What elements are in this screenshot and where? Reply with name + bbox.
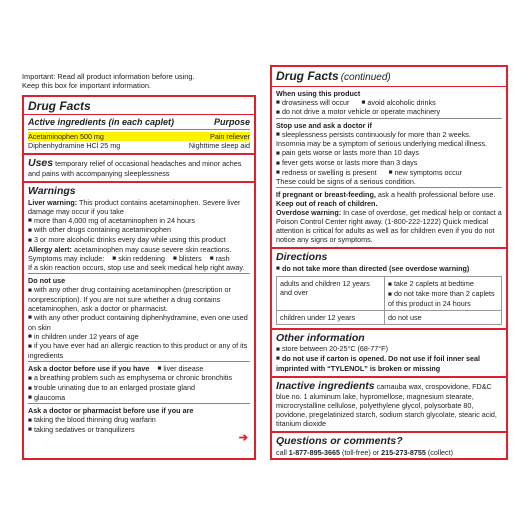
overdose-warning (276, 208, 502, 244)
symptoms-row (28, 254, 250, 264)
uses-section (24, 155, 254, 184)
list-item: ■ fever gets worse or lasts more than 3 days (276, 158, 502, 168)
table-cell: do not use (385, 310, 502, 324)
liver-text: This product contains acetaminophen. Severe liver damage may occur if you take (28, 197, 241, 216)
overdose-text: In case of overdose, get medical help or contact a Poison Control Center right away. (1-800-222-1222) Quick medical attention is critical for adults as well as for children even if you do not notice any signs or symptoms. (276, 208, 502, 245)
list-item: ■ trouble urinating due to an enlarged prostate gland (28, 383, 250, 393)
allergy-label: Allergy alert: (28, 244, 72, 254)
continued-label: (continued) (340, 72, 391, 83)
list-item: ■ in children under 12 years of age (28, 332, 250, 342)
phone-collect-note: (collect) (427, 447, 454, 457)
list-item: ■ do not take more than 2 caplets of this product in 24 hours (388, 289, 498, 308)
questions-section (272, 433, 506, 460)
list-item: ■ 3 or more alcoholic drinks every day while using this product (28, 235, 250, 245)
inactive-ingredients-text: carnauba wax, crospovidone, FD&C blue no. 1 aluminum lake, hypromellose, magnesium stearate, microcrystalline cellulose, polyethylene glycol, polysorbate 80, povidone, pregelatinized starch, sodium starch glycolate, stearic acid, titanium dioxide (276, 381, 497, 429)
uses-title: Uses (28, 156, 54, 169)
other-information-section (272, 330, 506, 378)
warnings-continued-section (272, 87, 506, 250)
pregnancy-label: If pregnant or breast-feeding, (276, 190, 376, 200)
list-item: ■ redness or swelling is present (276, 168, 377, 177)
important-notice (22, 72, 262, 91)
overdose-label: Overdose warning: (276, 208, 342, 218)
pregnancy-warning (276, 190, 502, 199)
ingredient-purpose: Nighttime sleep aid (188, 140, 250, 150)
liver-label: Liver warning: (28, 197, 78, 207)
phone-collect: 215-273-8755 (381, 447, 426, 457)
ingredient-purpose: Pain reliever (210, 131, 250, 141)
drug-facts-continued-title-row (272, 67, 506, 87)
active-ingredients-label: Active ingredients (in each caplet) (28, 117, 175, 128)
symptom-item: ■ rash (210, 254, 230, 263)
warnings-title: Warnings (28, 185, 76, 198)
list-item: ■ glaucoma (28, 393, 250, 405)
phone-tollfree: 1-877-895-3665 (288, 447, 340, 457)
drug-facts-title-row (24, 97, 254, 115)
when-using-row (276, 98, 502, 108)
ingredient-row (28, 132, 250, 141)
do-not-use-title: Do not use (28, 276, 66, 286)
liver-warning (28, 198, 250, 216)
inactive-ingredients-section (272, 378, 506, 434)
ingredient-row (28, 141, 250, 150)
pregnancy-text: ask a health professional before use. (377, 190, 496, 200)
table-row (277, 277, 502, 310)
stop-use-title: Stop use and ask a doctor if (276, 120, 372, 130)
call-lead: call (276, 447, 287, 457)
list-item: ■ pain gets worse or lasts more than 10 days (276, 148, 502, 158)
uses-text: temporary relief of occasional headaches and minor aches and pains with accompanying sleeplessness (28, 158, 242, 179)
active-ingredients-header (28, 117, 250, 129)
notice-line-1: Important: Read all product information before using. (22, 72, 195, 81)
list-item: ■ more than 4,000 mg of acetaminophen in 24 hours (28, 216, 250, 226)
continue-arrow-icon: ➔ (238, 432, 248, 445)
ingredient-name: Diphenhydramine HCl 25 mg (28, 140, 121, 150)
allergy-alert (28, 245, 250, 254)
keep-out-of-reach: Keep out of reach of children. (276, 199, 378, 209)
drug-facts-right-panel (270, 65, 508, 460)
list-item: ■ with any other drug containing acetaminophen (prescription or nonprescription). If you are not sure whether a drug contains acetaminophen, ask a doctor or pharmacist. (28, 285, 250, 313)
symptom-item: ■ skin reddening (112, 254, 165, 263)
table-cell: children under 12 years (277, 310, 385, 324)
list-item: ■ with any other product containing diphenhydramine, even one used on skin (28, 313, 250, 332)
list-item: ■ drowsiness will occur (276, 98, 349, 107)
list-item: ■ do not use if carton is opened. Do not use if foil inner seal imprinted with “TYLENOL” is broken or missing (276, 354, 502, 373)
phone-tollfree-note: (toll-free) or (341, 447, 380, 457)
ingredient-name: Acetaminophen 500 mg (28, 131, 104, 141)
ask-doctor-title: Ask a doctor before use if you have (28, 363, 150, 373)
purpose-label: Purpose (213, 117, 250, 128)
allergy-text: acetaminophen may cause severe skin reactions. (73, 244, 232, 254)
list-item: ■ do not drive a motor vehicle or operate machinery (276, 107, 502, 119)
table-row (277, 310, 502, 324)
symptoms-lead: Symptoms may include: (28, 253, 105, 263)
drug-facts-title: Drug Facts (276, 69, 339, 83)
other-information-title: Other information (276, 331, 365, 344)
list-item: ■ new symptoms occur (389, 168, 462, 177)
ask-pharmacist-title: Ask a doctor or pharmacist before use if you are (28, 406, 194, 416)
inactive-ingredients-title: Inactive ingredients (276, 379, 375, 392)
directions-section (272, 249, 506, 329)
list-item: ■ avoid alcoholic drinks (361, 98, 435, 107)
warnings-section (24, 183, 254, 436)
list-item: ■ a breathing problem such as emphysema or chronic bronchitis (28, 373, 250, 383)
list-item: ■ with other drugs containing acetaminophen (28, 225, 250, 235)
allergy-stop: If a skin reaction occurs, stop use and seek medical help right away. (28, 263, 250, 274)
list-item: ■ taking sedatives or tranquilizers (28, 425, 250, 435)
list-item: ■ take 2 caplets at bedtime (388, 279, 498, 289)
drug-facts-left-panel (22, 95, 256, 460)
directions-table (276, 276, 502, 324)
stop-use-note: These could be signs of a serious condition. (276, 177, 502, 188)
symptom-item: ■ blisters (173, 254, 202, 263)
drug-facts-title: Drug Facts (28, 99, 91, 113)
list-item: ■ taking the blood thinning drug warfarin (28, 415, 250, 425)
when-using-title: When using this product (276, 88, 361, 98)
list-item: ■ store between 20-25°C (68-77°F) (276, 344, 502, 354)
stop-use-pair (276, 168, 502, 178)
notice-line-2: Keep this box for important information. (22, 81, 151, 91)
directions-lead: ■ do not take more than directed (see overdose warning) (276, 264, 502, 274)
table-cell: adults and children 12 years and over (277, 277, 385, 310)
active-ingredients-section (24, 115, 254, 154)
questions-title: Questions or comments? (276, 435, 403, 448)
list-item: ■ liver disease (157, 364, 203, 373)
list-item: ■ sleeplessness persists continuously for more than 2 weeks. Insomnia may be a symptom of serious underlying medical illness. (276, 130, 502, 149)
list-item: ■ if you have ever had an allergic reaction to this product or any of its ingredients (28, 341, 250, 362)
contact-line (276, 448, 502, 457)
directions-title: Directions (276, 251, 328, 264)
ask-doctor-row (28, 364, 250, 374)
table-cell (385, 277, 502, 310)
